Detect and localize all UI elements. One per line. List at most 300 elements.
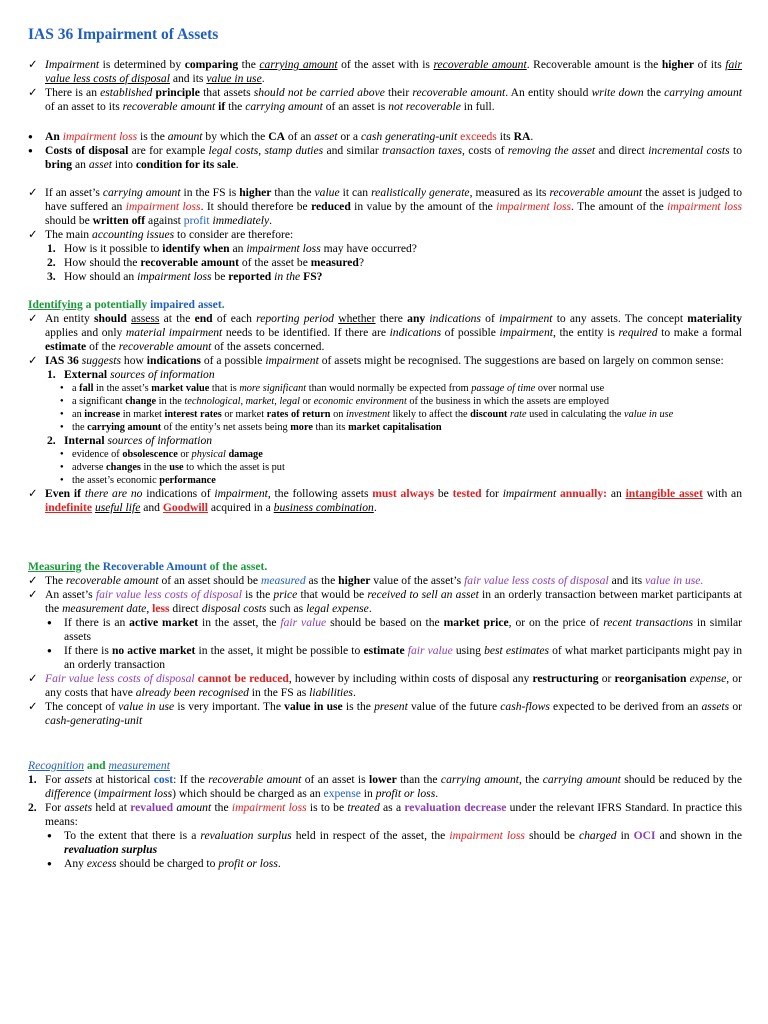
text-run: impaired asset: [150, 298, 222, 311]
text-run: rate: [509, 409, 527, 420]
text-run: .: [261, 72, 265, 85]
text-run: of what market participants might pay in an orderly transaction: [64, 644, 742, 671]
text-run: value in use: [206, 72, 262, 85]
text-run: direct: [169, 602, 202, 615]
text-run: in the: [274, 270, 301, 283]
text-run: in the asset, it might be possible to: [195, 644, 364, 657]
text-run: of: [142, 434, 158, 447]
check-icon: ✓: [28, 86, 38, 99]
text-run: revaluation decrease: [404, 801, 507, 814]
text-run: is to be: [306, 801, 348, 814]
text-run: the asset is judged to have suffered an: [45, 186, 743, 213]
text-run: The: [45, 574, 66, 587]
text-run: there are no: [84, 487, 143, 500]
text-run: discount: [470, 409, 508, 420]
text-run: accounting issues: [92, 228, 175, 241]
text-run: market: [245, 396, 275, 407]
text-run: must always: [372, 487, 435, 500]
text-run: An entity: [45, 312, 94, 325]
text-run: Costs of disposal: [45, 144, 129, 157]
text-run: at the: [159, 312, 195, 325]
text-run: and its: [169, 72, 207, 85]
text-run: and direct: [595, 144, 649, 157]
text-run: principle: [155, 86, 200, 99]
text-run: be: [434, 487, 453, 500]
text-run: fair value less costs of disposal: [95, 588, 242, 601]
text-run: an: [229, 242, 247, 255]
text-run: should be: [45, 214, 93, 227]
check-item: [28, 86, 742, 114]
text-run: than its: [312, 422, 349, 433]
text-run: than would normally be expected from: [306, 383, 472, 394]
text-run: ,: [240, 396, 246, 407]
intro-section: [28, 58, 742, 114]
text-run: recoverable amount: [549, 186, 643, 199]
text-run: The main: [45, 228, 93, 241]
text-run: physical: [191, 449, 226, 460]
text-run: information: [157, 434, 213, 447]
text-run: and similar: [323, 144, 383, 157]
sub-bullet-item: [28, 421, 742, 434]
text-run: . It should therefore be: [200, 200, 312, 213]
text-run: or market: [221, 409, 267, 420]
rich-text: [28, 759, 170, 772]
rich-text: [45, 58, 742, 85]
text-run: needs to be identified. If there are: [222, 326, 390, 339]
text-run: cost: [153, 773, 174, 786]
text-run: expense: [689, 672, 727, 685]
text-run: intangible asset: [625, 487, 703, 500]
text-run: in the: [140, 462, 170, 473]
check-item: [28, 58, 742, 86]
rich-text: [64, 242, 417, 255]
text-run: ,: [258, 144, 265, 157]
text-run: carrying amount: [440, 773, 519, 786]
text-run: a: [72, 383, 80, 394]
check-item: [28, 354, 742, 368]
text-run: that assets: [199, 86, 254, 99]
number-label: 2.: [28, 801, 37, 814]
text-run: To the extent that there is a: [64, 829, 201, 842]
text-run: by which the: [202, 130, 269, 143]
text-run: impairment loss: [62, 130, 138, 143]
text-run: fair value: [280, 616, 327, 629]
text-run: .: [435, 787, 439, 800]
identifying-section: [28, 298, 742, 515]
text-run: more: [290, 422, 313, 433]
bullet-item: [28, 616, 742, 644]
text-run: of: [480, 312, 500, 325]
text-run: in the FS is: [180, 186, 240, 199]
text-run: recoverable amount: [122, 100, 216, 113]
text-run: bring: [45, 158, 73, 171]
text-run: and: [84, 759, 109, 772]
text-run: realistically generate: [371, 186, 470, 199]
text-run: amount: [176, 801, 212, 814]
text-run: against: [145, 214, 184, 227]
rich-text: [45, 130, 533, 143]
number-label: 1.: [28, 773, 37, 786]
numbered-item: [28, 368, 742, 382]
numbered-item: [28, 242, 742, 256]
bullet-item: [28, 144, 742, 172]
rich-text: [45, 86, 742, 113]
text-run: recoverable amount: [208, 773, 302, 786]
text-run: .: [373, 501, 377, 514]
text-run: adverse: [72, 462, 107, 473]
text-run: materiality: [687, 312, 743, 325]
text-run: write down: [591, 86, 644, 99]
text-run: suggests: [81, 354, 122, 367]
text-run: assets: [64, 773, 93, 786]
text-run: , measured as its: [469, 186, 550, 199]
text-run: carrying amount: [102, 186, 181, 199]
number-label: 1.: [47, 242, 56, 255]
text-run: any: [407, 312, 426, 325]
text-run: impairment loss: [125, 200, 201, 213]
rich-text: [64, 829, 742, 856]
bullet-item: [28, 644, 742, 672]
text-run: assess: [131, 312, 160, 325]
bullet-item: [28, 857, 742, 871]
text-run: impairment loss: [496, 200, 572, 213]
text-run: An: [45, 130, 63, 143]
text-run: or: [177, 449, 192, 460]
text-run: likely to affect the: [390, 409, 471, 420]
text-run: the: [211, 801, 232, 814]
text-run: sources: [110, 368, 146, 381]
text-run: their: [384, 86, 413, 99]
rich-text: [45, 312, 742, 353]
text-run: revaluation surplus: [200, 829, 292, 842]
text-run: useful life: [94, 501, 141, 514]
sub-bullet-item: [28, 395, 742, 408]
sub-bullet-item: [28, 382, 742, 395]
text-run: of an asset is: [301, 773, 370, 786]
text-run: cash-flows: [500, 700, 550, 713]
text-run: impairment loss: [449, 829, 525, 842]
text-run: .: [277, 857, 281, 870]
text-run: already been recognised: [135, 686, 249, 699]
text-run: fair value: [407, 644, 453, 657]
text-run: profit: [183, 214, 210, 227]
text-run: a significant: [72, 396, 126, 407]
text-run: , or on the price of: [508, 616, 604, 629]
text-run: External: [64, 368, 108, 381]
text-run: There is an: [45, 86, 101, 99]
text-run: carrying amount: [664, 86, 742, 99]
check-item: [28, 574, 742, 588]
text-run: , the entity is: [552, 326, 619, 339]
text-run: of an asset is: [322, 100, 389, 113]
rich-text: [45, 228, 293, 241]
text-run: Even if: [45, 487, 82, 500]
text-run: acquired in a: [208, 501, 274, 514]
text-run: should be: [524, 829, 579, 842]
rich-text: [72, 409, 673, 420]
text-run: with an: [702, 487, 742, 500]
rich-text: [28, 560, 267, 573]
text-run: impairment: [265, 354, 319, 367]
text-run: If there is an: [64, 616, 130, 629]
text-run: impairment loss: [667, 200, 743, 213]
text-run: of the assets concerned.: [211, 340, 325, 353]
text-run: . The amount of the: [571, 200, 668, 213]
text-run: is the: [137, 130, 168, 143]
bullet-icon: ●: [47, 646, 52, 655]
text-run: than the: [396, 773, 441, 786]
text-run: assets: [64, 801, 93, 814]
text-run: of its: [694, 58, 726, 71]
bullet-icon: ●: [60, 464, 64, 470]
text-run: profit or loss: [375, 787, 436, 800]
text-run: Fair value less costs of disposal: [45, 672, 195, 685]
rich-text: [28, 298, 225, 311]
text-run: that would be: [297, 588, 368, 601]
bullet-item: [28, 130, 742, 144]
text-run: value: [314, 186, 340, 199]
text-run: as a: [379, 801, 405, 814]
text-run: at historical: [92, 773, 154, 786]
text-run: the: [81, 560, 103, 573]
text-run: economic environment: [313, 396, 407, 407]
text-run: .: [352, 686, 356, 699]
text-run: of an: [284, 130, 315, 143]
text-run: of the entity’s net assets being: [161, 422, 291, 433]
text-run: interest rates: [164, 409, 222, 420]
text-run: higher: [338, 574, 371, 587]
text-run: value in use: [284, 700, 343, 713]
numbered-item: [28, 773, 742, 801]
text-run: How should an: [64, 270, 138, 283]
text-run: the: [225, 100, 246, 113]
text-run: measurement date: [62, 602, 147, 615]
text-run: How is it possible to: [64, 242, 163, 255]
text-run: or: [729, 700, 742, 713]
bullet-icon: ●: [60, 398, 64, 404]
sub-bullet-item: [28, 408, 742, 421]
check-icon: ✓: [28, 354, 38, 367]
check-icon: ✓: [28, 672, 38, 685]
measuring-section: [28, 560, 742, 728]
text-run: under the relevant IFRS Standard. In practice this means:: [45, 801, 743, 828]
rich-text: [45, 588, 742, 615]
text-run: impairment loss: [231, 801, 307, 814]
text-run: material impairment: [125, 326, 223, 339]
text-run: ) which should be charged as an: [172, 787, 324, 800]
text-run: carrying amount: [542, 773, 621, 786]
text-run: than the: [271, 186, 315, 199]
section-heading: [28, 298, 742, 312]
text-run: using: [452, 644, 485, 657]
text-run: impairment: [502, 487, 557, 500]
text-run: change: [125, 396, 157, 407]
text-run: if: [218, 100, 226, 113]
text-run: evidence of: [72, 449, 123, 460]
text-run: immediately: [212, 214, 270, 227]
check-icon: ✓: [28, 487, 38, 500]
text-run: Any: [64, 857, 87, 870]
text-run: , the: [519, 773, 543, 786]
text-run: the: [643, 86, 665, 99]
text-run: indications: [389, 326, 442, 339]
text-run: reported: [228, 270, 272, 283]
text-run: more significant: [239, 383, 307, 394]
text-run: .: [221, 298, 225, 311]
text-run: and shown in the: [655, 829, 742, 842]
text-run: may have occurred?: [320, 242, 417, 255]
text-run: of an asset to its: [45, 100, 123, 113]
text-run: use: [169, 462, 184, 473]
numbered-item: [28, 434, 742, 448]
text-run: OCI: [633, 829, 656, 842]
text-run: technological: [184, 396, 241, 407]
text-run: of an asset should be: [158, 574, 261, 587]
check-item: [28, 700, 742, 728]
text-run: a potentially: [82, 298, 151, 311]
bullet-icon: ●: [47, 859, 52, 868]
text-run: received to sell an asset: [367, 588, 479, 601]
text-run: impairment loss: [137, 270, 212, 283]
text-run: should: [93, 312, 127, 325]
text-run: performance: [159, 475, 216, 486]
text-run: whether: [338, 312, 376, 325]
bullet-icon: ●: [47, 618, 52, 627]
text-run: in: [616, 829, 634, 842]
text-run: changes: [106, 462, 141, 473]
text-run: such as: [266, 602, 307, 615]
text-run: passage of time: [471, 383, 536, 394]
text-run: carrying amount: [245, 100, 323, 113]
text-run: of the asset with is: [337, 58, 434, 71]
text-run: Recognition: [28, 759, 85, 772]
text-run: amount: [167, 130, 203, 143]
text-run: excess: [86, 857, 117, 870]
text-run: in the asset, the: [198, 616, 281, 629]
text-run: or: [299, 396, 314, 407]
sub-bullet-item: [28, 474, 742, 487]
page-title: IAS 36 Impairment of Assets: [28, 26, 219, 43]
rich-text: [64, 270, 322, 283]
text-run: reporting period: [256, 312, 334, 325]
text-run: to any assets. The concept: [552, 312, 688, 325]
text-run: an: [607, 487, 626, 500]
text-run: . Recoverable amount is the: [526, 58, 662, 71]
text-run: indications: [429, 312, 481, 325]
text-run: indefinite: [45, 501, 93, 514]
sub-bullet-item: [28, 448, 742, 461]
rich-text: [72, 449, 263, 460]
text-run: CA: [268, 130, 285, 143]
rich-text: [45, 186, 742, 227]
text-run: value in use: [118, 700, 175, 713]
text-run: established: [100, 86, 153, 99]
text-run: over normal use: [535, 383, 605, 394]
text-run: ,: [146, 602, 153, 615]
text-run: cash-generating-unit: [45, 714, 143, 727]
text-run: active market: [129, 616, 199, 629]
text-run: how: [121, 354, 147, 367]
text-run: on: [330, 409, 346, 420]
text-run: of assets might be recognised. The suggestions are based on largely on common sense:: [318, 354, 724, 367]
numbered-item: [28, 256, 742, 270]
check-item: [28, 487, 742, 515]
text-run: estimate: [45, 340, 87, 353]
text-run: its: [496, 130, 514, 143]
text-run: the asset’s economic: [72, 475, 160, 486]
text-run: sources: [107, 434, 143, 447]
bullet-icon: ●: [60, 385, 64, 391]
text-run: recoverable amount: [433, 58, 527, 71]
rich-text: [64, 644, 742, 671]
check-icon: ✓: [28, 588, 38, 601]
text-run: required: [618, 326, 658, 339]
text-run: market price: [443, 616, 509, 629]
text-run: value in use: [624, 409, 674, 420]
text-run: should be reduced by the: [620, 773, 742, 786]
text-run: carrying amount: [87, 422, 162, 433]
text-run: there: [375, 312, 408, 325]
rich-text: [45, 700, 742, 727]
text-run: transaction taxes: [382, 144, 463, 157]
text-run: or a: [337, 130, 361, 143]
text-run: ,: [274, 396, 280, 407]
check-icon: ✓: [28, 700, 38, 713]
text-run: recoverable amount: [412, 86, 506, 99]
text-run: price: [273, 588, 298, 601]
check-icon: ✓: [28, 574, 38, 587]
rich-text: [64, 616, 742, 643]
text-run: and its: [608, 574, 646, 587]
rich-text: [72, 475, 216, 486]
rich-text: [45, 487, 742, 514]
text-run: written off: [92, 214, 146, 227]
text-run: of the: [86, 340, 119, 353]
bullet-icon: ●: [47, 831, 52, 840]
text-run: estimate: [363, 644, 405, 657]
text-run: (: [90, 787, 98, 800]
text-run: are for example: [128, 144, 209, 157]
rich-text: [64, 434, 212, 447]
text-run: and: [140, 501, 163, 514]
text-run: restructuring: [532, 672, 599, 685]
text-run: cash generating-unit: [360, 130, 458, 143]
text-run: in full.: [460, 100, 495, 113]
text-run: should not be carried above: [253, 86, 385, 99]
number-label: 1.: [47, 368, 56, 381]
text-run: held at: [92, 801, 131, 814]
rich-text: [45, 801, 742, 828]
text-run: market value: [151, 383, 210, 394]
text-run: cannot be reduced: [197, 672, 289, 685]
text-run: revalued: [130, 801, 174, 814]
rich-text: [45, 574, 703, 587]
text-run: that is: [209, 383, 240, 394]
text-run: How should the: [64, 256, 141, 269]
text-run: in the: [156, 396, 185, 407]
text-run: recoverable amount: [140, 256, 239, 269]
text-run: to which the asset is put: [183, 462, 285, 473]
text-run: higher: [661, 58, 695, 71]
text-run: tested: [452, 487, 482, 500]
text-run: rates of return: [266, 409, 331, 420]
text-run: impairment: [214, 487, 268, 500]
impairment-overview-section: [28, 186, 742, 284]
text-run: of each: [212, 312, 257, 325]
text-run: impairment loss: [97, 787, 173, 800]
text-run: value in use.: [645, 574, 704, 587]
text-run: If there is: [64, 644, 112, 657]
